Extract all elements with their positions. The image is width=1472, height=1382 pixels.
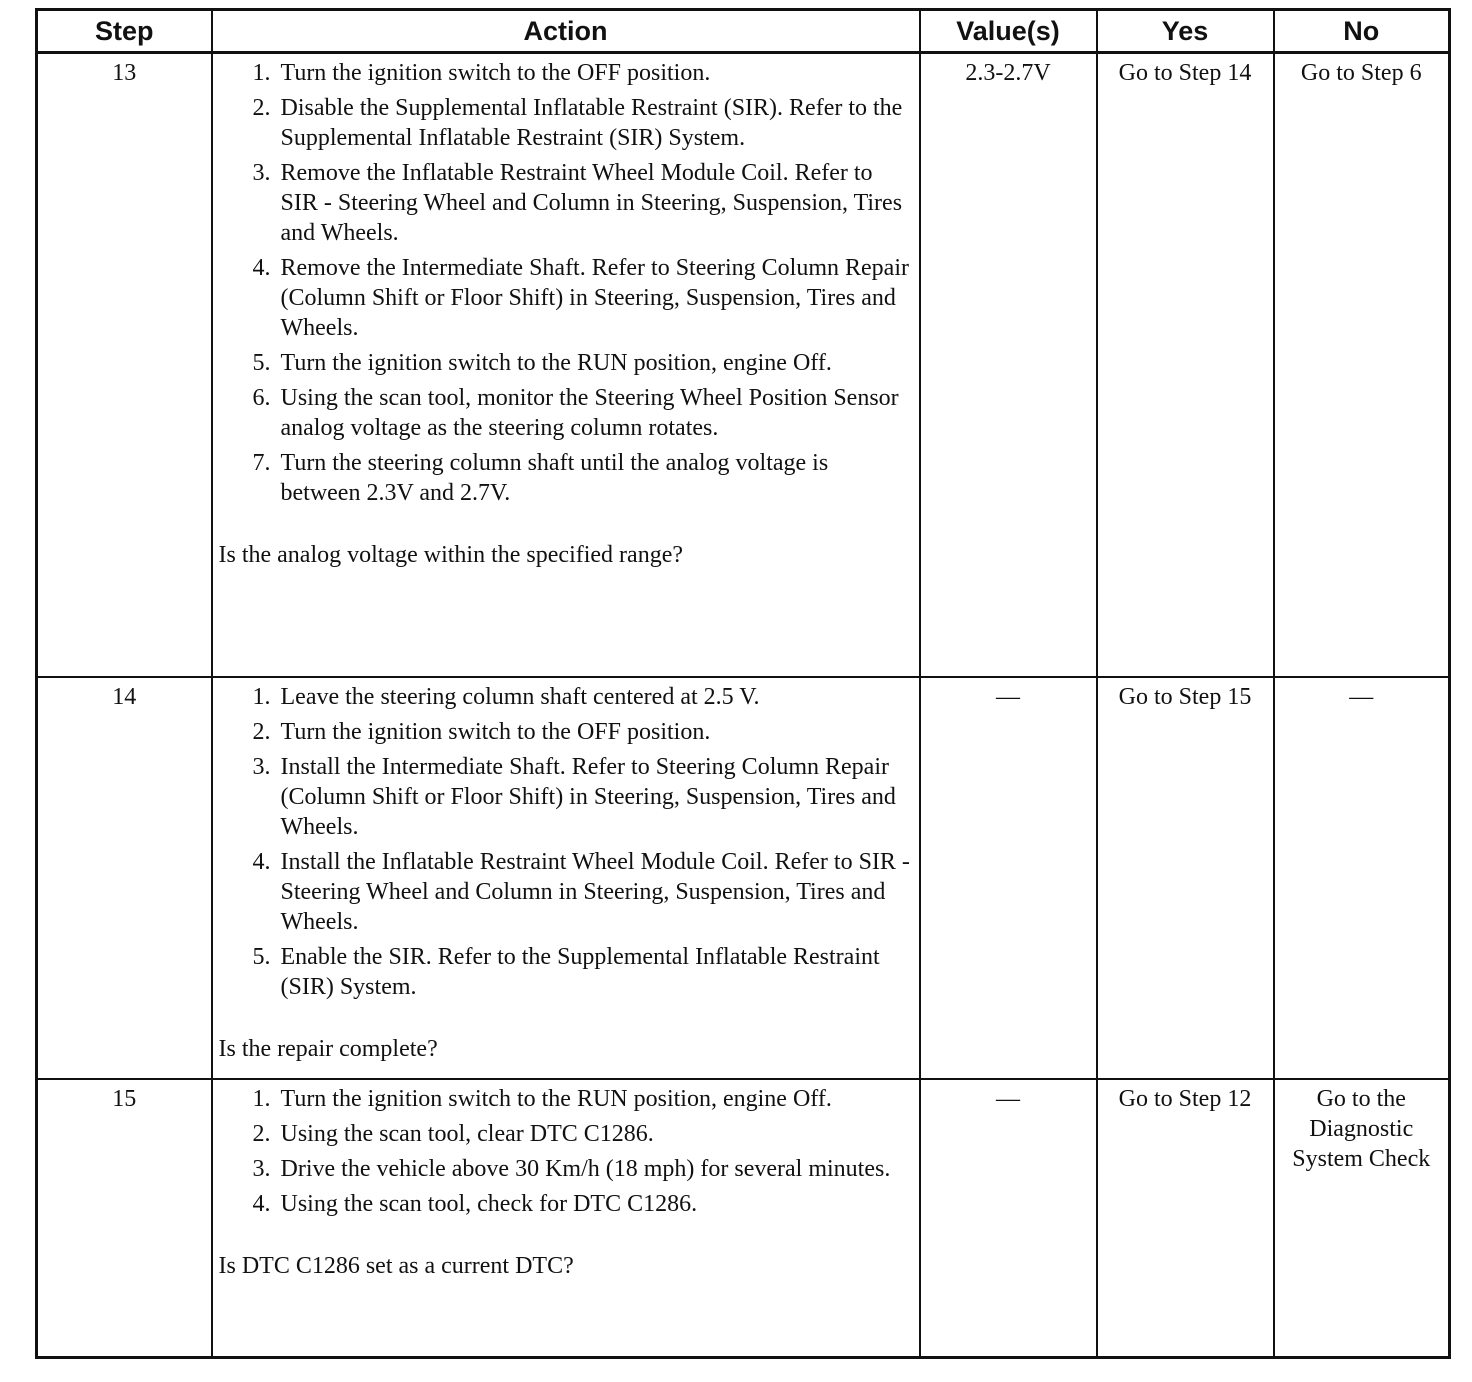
action-cell (212, 1079, 920, 1358)
header-values: Value(s) (920, 10, 1097, 53)
action-item: 3. Drive the vehicle above 30 Km/h (18 mph) for several minutes. (277, 1154, 911, 1184)
action-item: 1. Leave the steering column shaft centered at 2.5 V. (277, 682, 911, 712)
action-question: Is the repair complete? (218, 1036, 438, 1062)
action-cell (212, 53, 920, 678)
table-row (37, 677, 1450, 1079)
value-cell: — (920, 1079, 1097, 1358)
header-row (37, 10, 1450, 53)
yes-cell: Go to Step 15 (1097, 677, 1274, 1079)
action-item: 2. Using the scan tool, clear DTC C1286. (277, 1119, 911, 1149)
action-item: 5. Enable the SIR. Refer to the Supplemental Inflatable Restraint (SIR) System. (277, 942, 911, 1002)
no-cell: Go to the Diagnostic System Check (1274, 1079, 1450, 1358)
action-item: 4. Remove the Intermediate Shaft. Refer to Steering Column Repair (Column Shift or Floor Shift) in Steering, Suspension, Tires and Wheels. (277, 253, 911, 343)
action-item: 4. Using the scan tool, check for DTC C1286. (277, 1189, 911, 1219)
header-step: Step (37, 10, 212, 53)
action-item: 2. Turn the ignition switch to the OFF position. (277, 717, 911, 747)
no-cell: Go to Step 6 (1274, 53, 1450, 678)
table-row (37, 1079, 1450, 1358)
action-question: Is DTC C1286 set as a current DTC? (218, 1253, 574, 1279)
action-item: 3. Remove the Inflatable Restraint Wheel Module Coil. Refer to SIR - Steering Wheel and Column in Steering, Suspension, Tires and Wheels. (277, 158, 911, 248)
action-item: 3. Install the Intermediate Shaft. Refer to Steering Column Repair (Column Shift or Floor Shift) in Steering, Suspension, Tires and Wheels. (277, 752, 911, 842)
header-no: No (1274, 10, 1450, 53)
action-item: 2. Disable the Supplemental Inflatable Restraint (SIR). Refer to the Supplemental Inflatable Restraint (SIR) System. (277, 93, 911, 153)
action-cell (212, 677, 920, 1079)
action-item: 4. Install the Inflatable Restraint Wheel Module Coil. Refer to SIR - Steering Wheel and Column in Steering, Suspension, Tires and Wheels. (277, 847, 911, 937)
diagnostic-table (35, 8, 1451, 1359)
table-row (37, 53, 1450, 678)
no-cell: — (1274, 677, 1450, 1079)
value-cell: — (920, 677, 1097, 1079)
action-list (219, 58, 911, 508)
value-cell: 2.3-2.7V (920, 53, 1097, 678)
action-item: 6. Using the scan tool, monitor the Steering Wheel Position Sensor analog voltage as the steering column rotates. (277, 383, 911, 443)
action-question: Is the analog voltage within the specified range? (218, 542, 683, 568)
action-list (219, 682, 911, 1002)
step-number: 14 (37, 677, 212, 1079)
action-list (219, 1084, 911, 1219)
action-item: 1. Turn the ignition switch to the OFF position. (277, 58, 911, 88)
step-number: 15 (37, 1079, 212, 1358)
header-yes: Yes (1097, 10, 1274, 53)
yes-cell: Go to Step 14 (1097, 53, 1274, 678)
action-item: 7. Turn the steering column shaft until the analog voltage is between 2.3V and 2.7V. (277, 448, 911, 508)
yes-cell: Go to Step 12 (1097, 1079, 1274, 1358)
action-item: 1. Turn the ignition switch to the RUN position, engine Off. (277, 1084, 911, 1114)
action-item: 5. Turn the ignition switch to the RUN position, engine Off. (277, 348, 911, 378)
step-number: 13 (37, 53, 212, 678)
header-action: Action (212, 10, 920, 53)
